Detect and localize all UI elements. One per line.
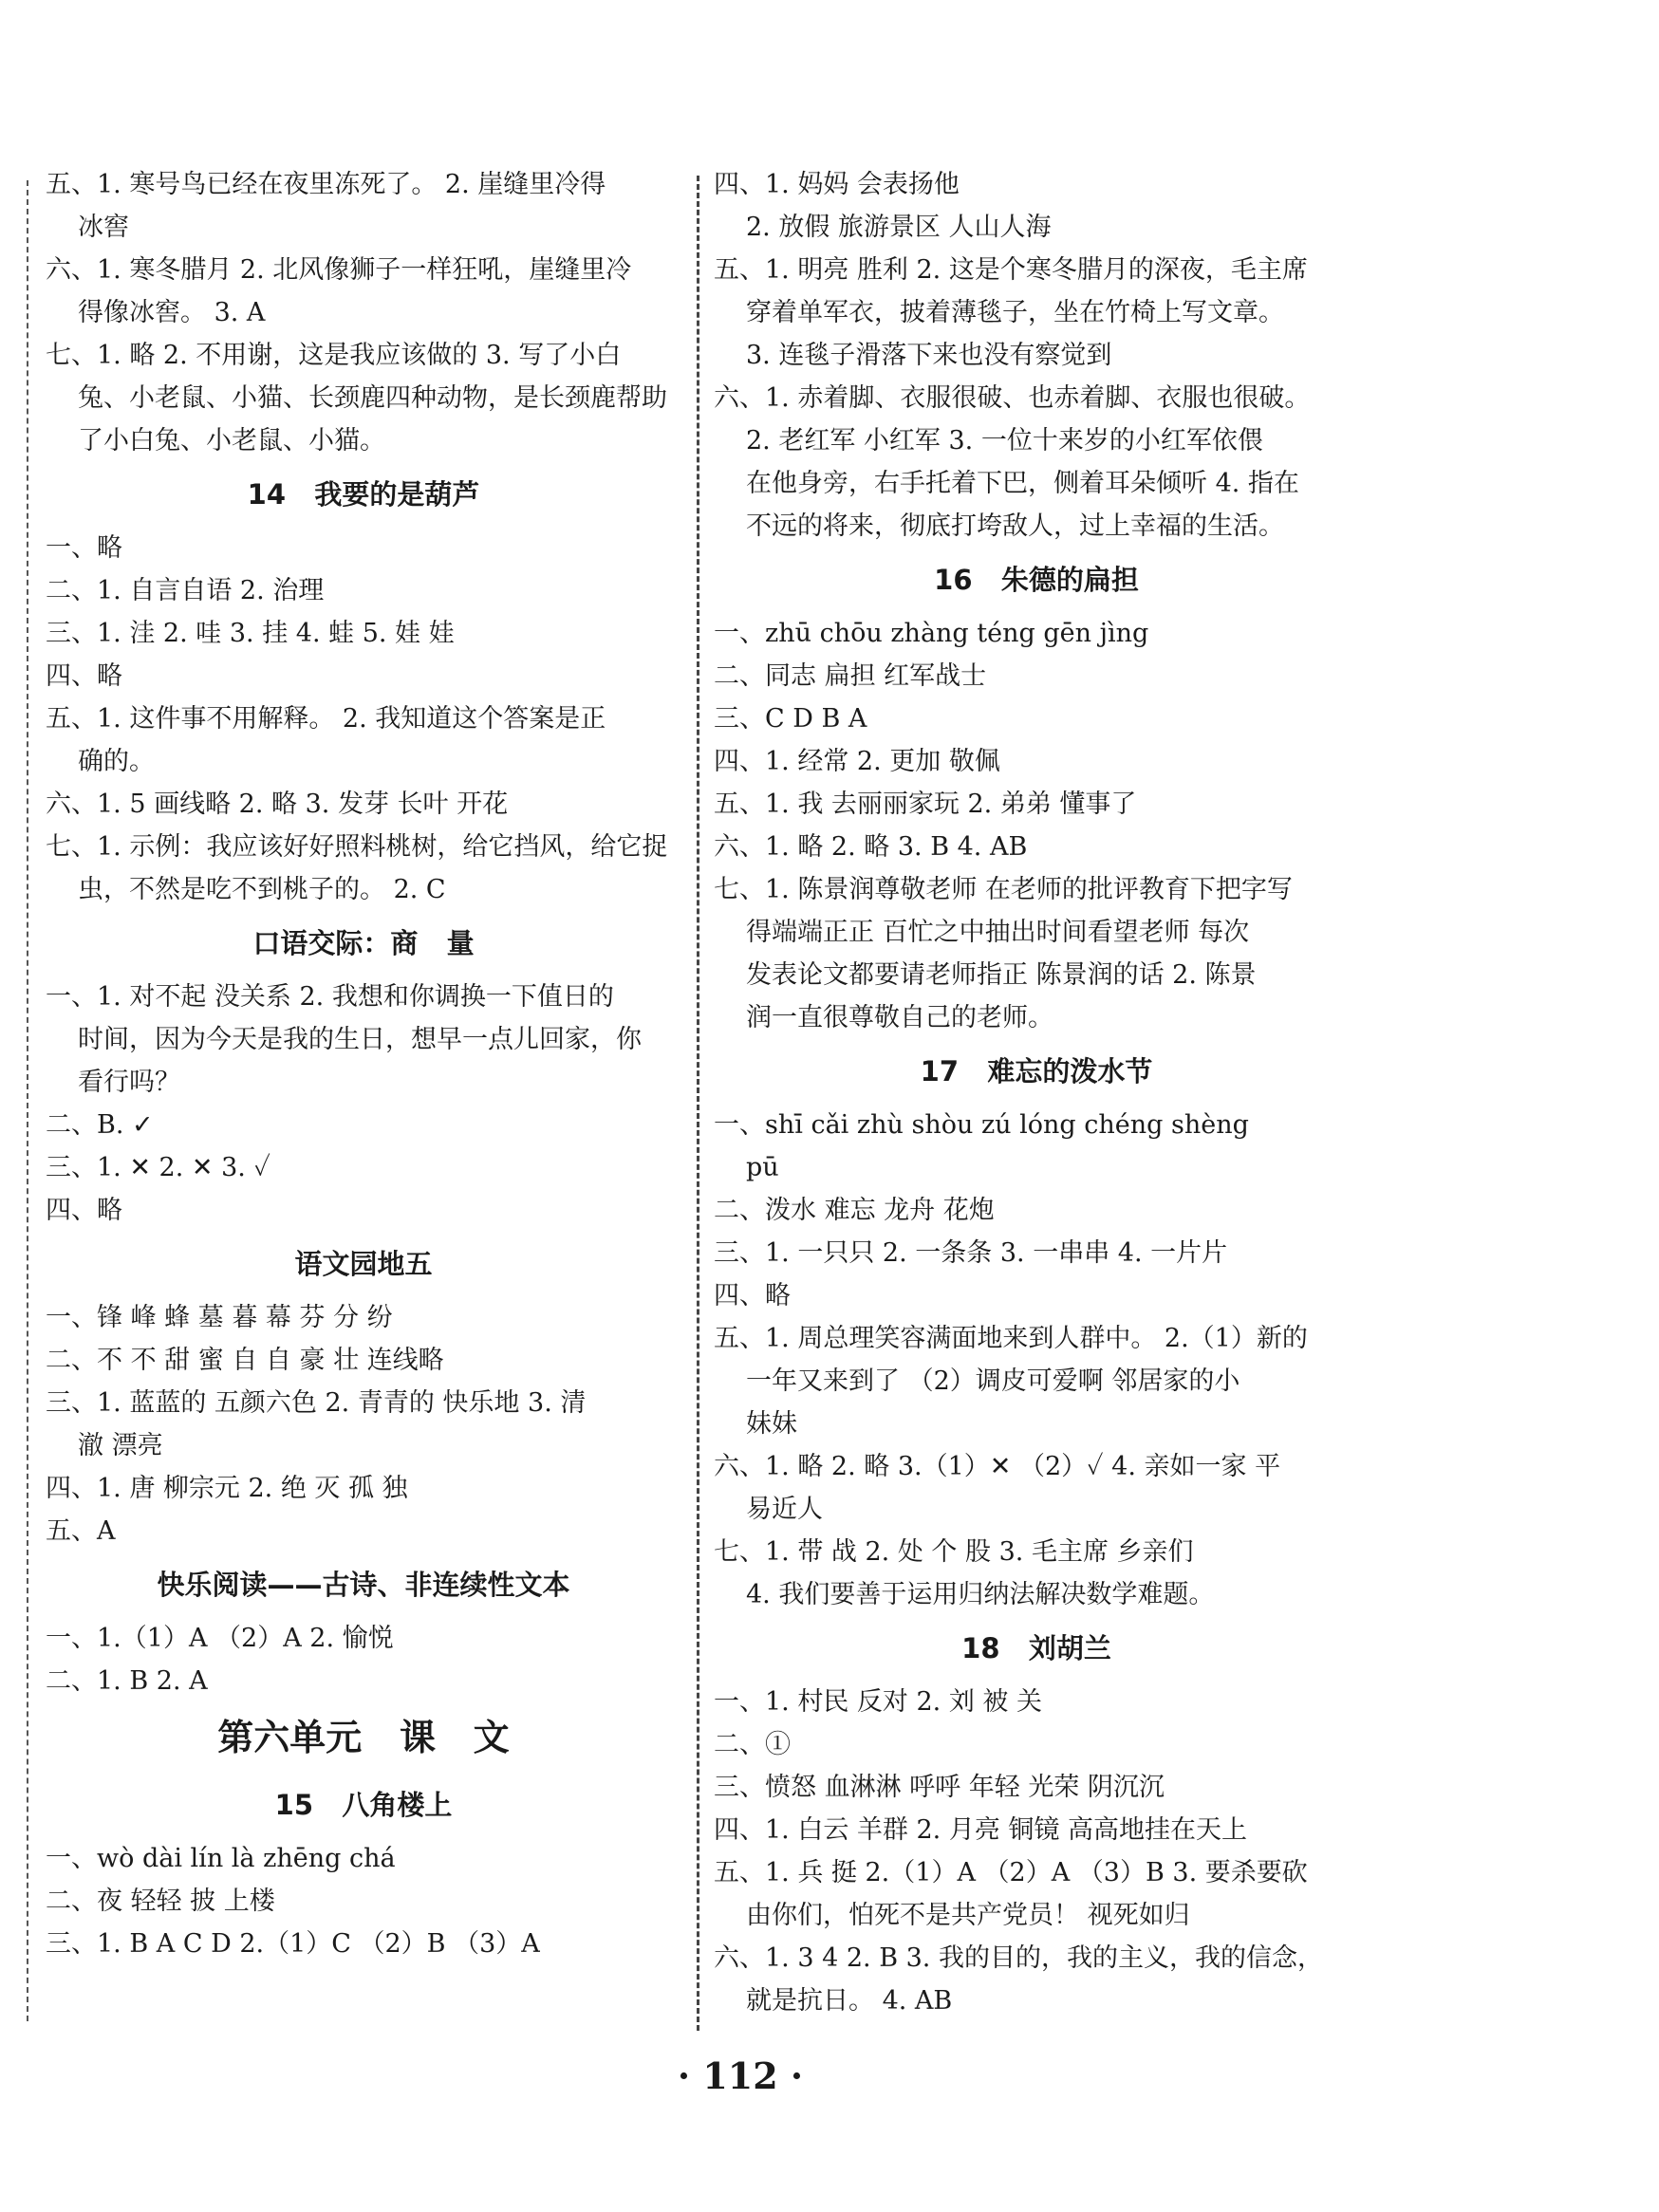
section-heading: 口语交际：商 量 <box>252 927 475 959</box>
answer-line: 在他身旁，右手托着下巴，侧着耳朵倾听 4. 指在 <box>746 469 1299 498</box>
answer-line: 三、1. 蓝蓝的 五颜六色 2. 青青的 快乐地 3. 清 <box>46 1388 587 1418</box>
answer-line: 由你们，怕死不是共产党员！ 视死如归 <box>746 1901 1190 1930</box>
answer-line: 二、不 不 甜 蜜 自 自 豪 壮 连线略 <box>46 1346 444 1375</box>
page-number: · 112 · <box>677 2054 804 2097</box>
answer-line: 二、同志 扁担 红军战士 <box>714 661 987 691</box>
answer-line: 一年又来到了 （2）调皮可爱啊 邻居家的小 <box>746 1366 1240 1396</box>
answer-line: 就是抗日。 4. AB <box>746 1986 953 2016</box>
answer-line: 妹妹 <box>746 1409 797 1439</box>
answer-line: 七、1. 略 2. 不用谢，这是我应该做的 3. 写了小白 <box>46 341 622 370</box>
answer-line: pū <box>746 1153 779 1182</box>
answer-line: 润一直很尊敬自己的老师。 <box>746 1003 1053 1032</box>
answer-line: 二、① <box>714 1730 791 1759</box>
section-heading: 16 朱德的扁担 <box>934 564 1139 596</box>
answer-line: 穿着单军衣，披着薄毯子，坐在竹椅上写文章。 <box>746 298 1284 327</box>
answer-line: 澈 漂亮 <box>78 1431 163 1460</box>
answer-line: 了小白兔、小老鼠、小猫。 <box>78 426 385 455</box>
answer-line: 一、略 <box>46 533 122 563</box>
answer-line: 四、略 <box>46 1196 122 1225</box>
answer-line: 七、1. 陈景润尊敬老师 在老师的批评教育下把字写 <box>714 875 1293 904</box>
answer-line: 四、1. 妈妈 会表扬他 <box>714 170 960 199</box>
answer-line: 三、C D B A <box>714 704 867 734</box>
answer-line: 3. 连毯子滑落下来也没有察觉到 <box>746 341 1112 370</box>
answer-line: 六、1. 5 画线略 2. 略 3. 发芽 长叶 开花 <box>46 790 509 819</box>
answer-line: 一、1. 村民 反对 2. 刘 被 关 <box>714 1687 1043 1717</box>
answer-line: 二、夜 轻轻 披 上楼 <box>46 1887 275 1916</box>
section-heading: 语文园地五 <box>294 1248 433 1280</box>
answer-line: 一、wò dài lín là zhēng chá <box>46 1844 396 1873</box>
answer-line: 三、愤怒 血淋淋 呼呼 年轻 光荣 阴沉沉 <box>714 1773 1165 1802</box>
binding-edge-line <box>27 180 28 2021</box>
answer-line: 确的。 <box>78 747 155 776</box>
answer-line: 五、1. 兵 挺 2.（1）A （2）A （3）B 3. 要杀要砍 <box>714 1858 1308 1887</box>
answer-line: 2. 老红军 小红军 3. 一位十来岁的小红军依偎 <box>746 426 1263 455</box>
answer-line: 三、1. ✕ 2. ✕ 3. ✓ <box>46 1153 270 1182</box>
answer-line: 五、1. 明亮 胜利 2. 这是个寒冬腊月的深夜，毛主席 <box>714 255 1308 285</box>
answer-line: 三、1. 一只只 2. 一条条 3. 一串串 4. 一片片 <box>714 1238 1228 1268</box>
right-column <box>714 163 1359 2022</box>
column-divider <box>697 176 699 2031</box>
section-heading: 18 刘胡兰 <box>961 1632 1111 1664</box>
answer-line: 一、1. 对不起 没关系 2. 我想和你调换一下值日的 <box>46 982 614 1012</box>
answer-line: 兔、小老鼠、小猫、长颈鹿四种动物，是长颈鹿帮助 <box>78 383 667 413</box>
answer-line: 六、1. 3 4 2. B 3. 我的目的，我的主义，我的信念， <box>714 1943 1323 1973</box>
unit-heading: 第六单元 课 文 <box>217 1716 510 1758</box>
answer-line: 三、1. 洼 2. 哇 3. 挂 4. 蛙 5. 娃 娃 <box>46 619 455 648</box>
answer-line: 六、1. 赤着脚、衣服很破、也赤着脚、衣服也很破。 <box>714 383 1311 413</box>
answer-line: 一、shī cǎi zhù shòu zú lóng chéng shèng <box>714 1110 1249 1140</box>
answer-line: 二、B. ✓ <box>46 1110 154 1140</box>
answer-line: 二、泼水 难忘 龙舟 花炮 <box>714 1196 995 1225</box>
answer-line: 冰窖 <box>78 213 129 242</box>
section-heading: 15 八角楼上 <box>274 1789 453 1821</box>
answer-line: 六、1. 略 2. 略 3. B 4. AB <box>714 832 1028 862</box>
section-heading: 17 难忘的泼水节 <box>920 1055 1153 1087</box>
answer-line: 五、1. 寒号鸟已经在夜里冻死了。 2. 崖缝里冷得 <box>46 170 606 199</box>
answer-line: 五、1. 周总理笑容满面地来到人群中。 2.（1）新的 <box>714 1324 1308 1353</box>
section-heading: 14 我要的是葫芦 <box>247 478 480 511</box>
answer-line: 四、1. 唐 柳宗元 2. 绝 灭 孤 独 <box>46 1474 408 1503</box>
left-column <box>46 163 681 1965</box>
answer-line: 易近人 <box>746 1495 823 1524</box>
answer-line: 二、1. B 2. A <box>46 1666 208 1696</box>
answer-line: 4. 我们要善于运用归纳法解决数学难题。 <box>746 1580 1215 1609</box>
answer-line: 虫，不然是吃不到桃子的。 2. C <box>78 875 446 904</box>
answer-line: 2. 放假 旅游景区 人山人海 <box>746 213 1052 242</box>
answer-line: 四、略 <box>714 1281 791 1310</box>
answer-line: 一、zhū chōu zhàng téng gēn jìng <box>714 619 1149 648</box>
answer-line: 发表论文都要请老师指正 陈景润的话 2. 陈景 <box>746 960 1257 990</box>
answer-line: 五、1. 我 去丽丽家玩 2. 弟弟 懂事了 <box>714 790 1137 819</box>
answer-line: 六、1. 寒冬腊月 2. 北风像狮子一样狂吼，崖缝里冷 <box>46 255 632 285</box>
answer-line: 七、1. 示例：我应该好好照料桃树，给它挡风，给它捉 <box>46 832 668 862</box>
answer-line: 四、1. 白云 羊群 2. 月亮 铜镜 高高地挂在天上 <box>714 1815 1248 1845</box>
answer-line: 五、A <box>46 1516 116 1546</box>
answer-line: 二、1. 自言自语 2. 治理 <box>46 576 325 605</box>
answer-line: 得端端正正 百忙之中抽出时间看望老师 每次 <box>746 918 1250 947</box>
answer-line: 五、1. 这件事不用解释。 2. 我知道这个答案是正 <box>46 704 606 734</box>
answer-line: 看行吗？ <box>78 1068 180 1097</box>
answer-line: 六、1. 略 2. 略 3.（1）✕ （2）✓ 4. 亲如一家 平 <box>714 1452 1281 1481</box>
answer-line: 三、1. B A C D 2.（1）C （2）B （3）A <box>46 1929 540 1959</box>
answer-line: 一、锋 峰 蜂 墓 暮 幕 芬 分 纷 <box>46 1303 393 1332</box>
answer-line: 时间，因为今天是我的生日，想早一点儿回家，你 <box>78 1025 642 1054</box>
answer-line: 四、略 <box>46 661 122 691</box>
answer-line: 得像冰窖。 3. A <box>78 298 266 327</box>
answer-line: 四、1. 经常 2. 更加 敬佩 <box>714 747 1000 776</box>
answer-line: 不远的将来，彻底打垮敌人，过上幸福的生活。 <box>746 511 1284 541</box>
answer-line: 一、1.（1）A （2）A 2. 愉悦 <box>46 1624 394 1653</box>
answer-line: 七、1. 带 战 2. 处 个 股 3. 毛主席 乡亲们 <box>714 1537 1194 1567</box>
section-heading: 快乐阅读——古诗、非连续性文本 <box>157 1569 570 1601</box>
